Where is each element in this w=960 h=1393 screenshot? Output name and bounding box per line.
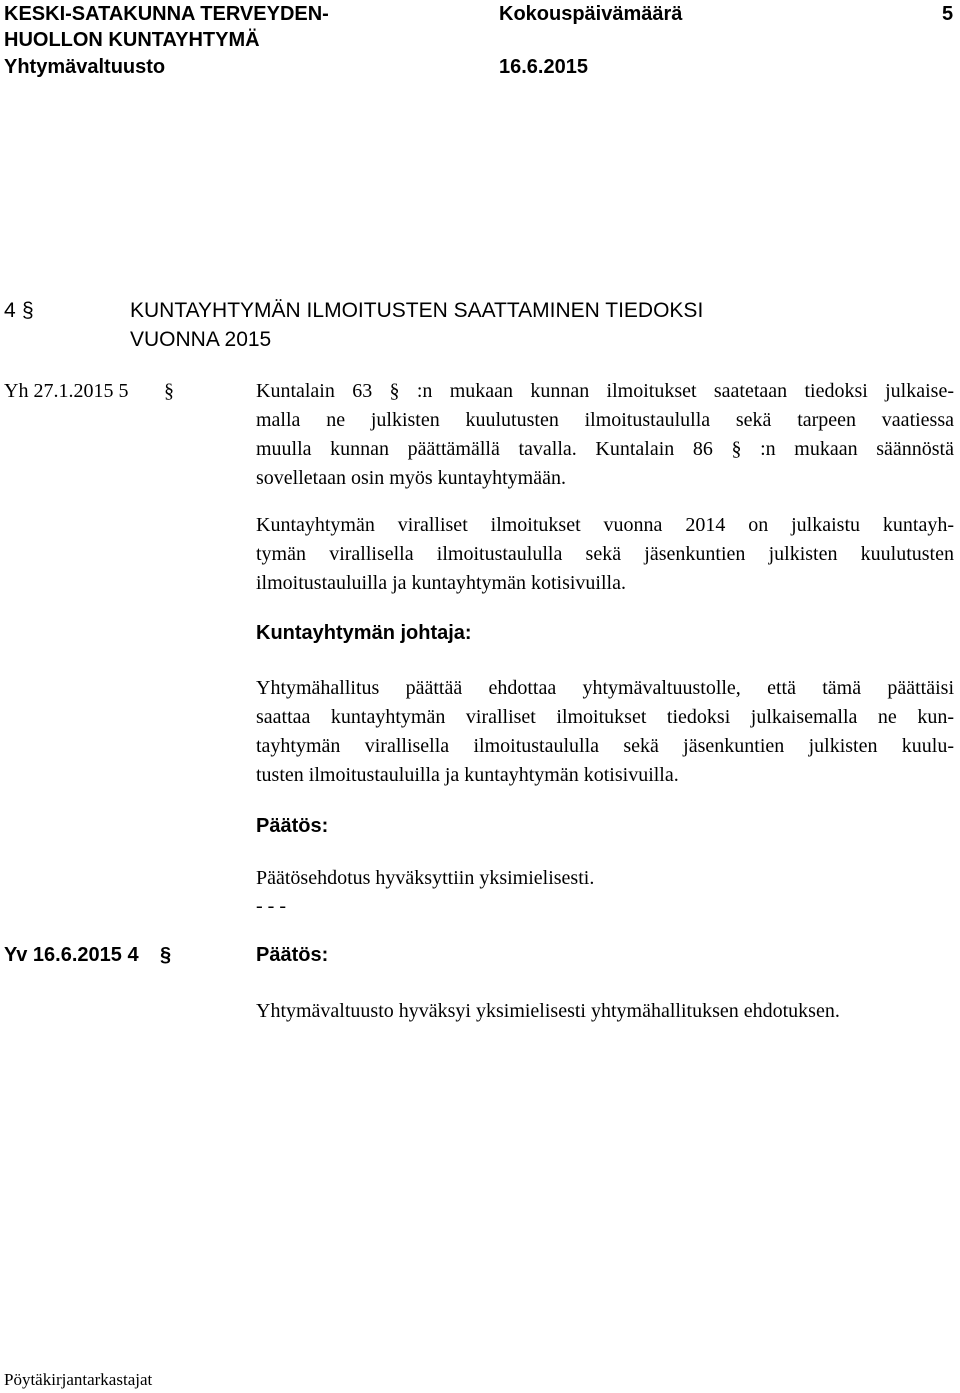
- footer-label: Pöytäkirjantarkastajat: [4, 1370, 153, 1389]
- previous-ref-symbol: §: [164, 380, 174, 402]
- header-date-label: Kokouspäivämäärä: [499, 3, 683, 25]
- section-symbol: §: [22, 299, 34, 322]
- decision-2-ref-label: Yv 16.6.2015 4: [4, 944, 139, 966]
- header-body: Yhtymävaltuusto: [4, 56, 166, 78]
- decision-2-heading: Päätös:: [256, 944, 329, 966]
- header-org-line1: KESKI-SATAKUNNA TERVEYDEN-: [4, 3, 329, 25]
- director-proposal-line: tayhtymän virallisella ilmoitustaululla sekä jäsenkuntien julkisten kuulu-: [256, 735, 954, 757]
- paragraph-1-line: sovelletaan osin myös kuntayhtymään.: [256, 467, 566, 489]
- director-proposal-line: saattaa kuntayhtymän viralliset ilmoitukset tiedoksi julkaisemalla ne kun-: [256, 706, 954, 728]
- paragraph-2-line: ilmoitustauluilla ja kuntayhtymän kotisivuilla.: [256, 572, 626, 594]
- header-date: 16.6.2015: [499, 56, 588, 78]
- previous-ref-label: Yh 27.1.2015 5: [4, 380, 129, 402]
- header-org-line2: HUOLLON KUNTAYHTYMÄ: [4, 29, 260, 51]
- paragraph-1-line: muulla kunnan päättämällä tavalla. Kuntalain 86 § :n mukaan säännöstä: [256, 438, 954, 460]
- header-page-number: 5: [942, 3, 954, 25]
- decision-2-symbol: §: [160, 944, 172, 966]
- paragraph-2-line: Kuntayhtymän viralliset ilmoitukset vuonna 2014 on julkaistu kuntayh-: [256, 514, 954, 536]
- paragraph-1: [256, 377, 954, 493]
- decision-2-text: Yhtymävaltuusto hyväksyi yksimielisesti yhtymähallituksen ehdotuksen.: [256, 1000, 840, 1022]
- paragraph-2: [256, 511, 954, 598]
- section-title-line1: KUNTAYHTYMÄN ILMOITUSTEN SAATTAMINEN TIEDOKSI: [130, 299, 704, 322]
- director-heading: Kuntayhtymän johtaja:: [256, 622, 472, 644]
- paragraph-2-line: tymän virallisella ilmoitustaululla sekä jäsenkuntien julkisten kuulutusten: [256, 543, 954, 565]
- decision-1-heading: Päätös:: [256, 815, 329, 837]
- paragraph-1-line: Kuntalain 63 § :n mukaan kunnan ilmoitukset saatetaan tiedoksi julkaise-: [256, 380, 954, 402]
- decision-1-separator: - - -: [256, 895, 286, 917]
- decision-1-text: Päätösehdotus hyväksyttiin yksimielisesti.: [256, 867, 595, 889]
- director-proposal: [256, 674, 954, 790]
- director-proposal-line: Yhtymähallitus päättää ehdottaa yhtymävaltuustolle, että tämä päättäisi: [256, 677, 954, 699]
- section-title-line2: VUONNA 2015: [130, 328, 272, 351]
- paragraph-1-line: malla ne julkisten kuulutusten ilmoitustaululla sekä tarpeen vaatiessa: [256, 409, 954, 431]
- section-number: 4: [4, 299, 16, 322]
- director-proposal-line: tusten ilmoitustauluilla ja kuntayhtymän kotisivuilla.: [256, 764, 679, 786]
